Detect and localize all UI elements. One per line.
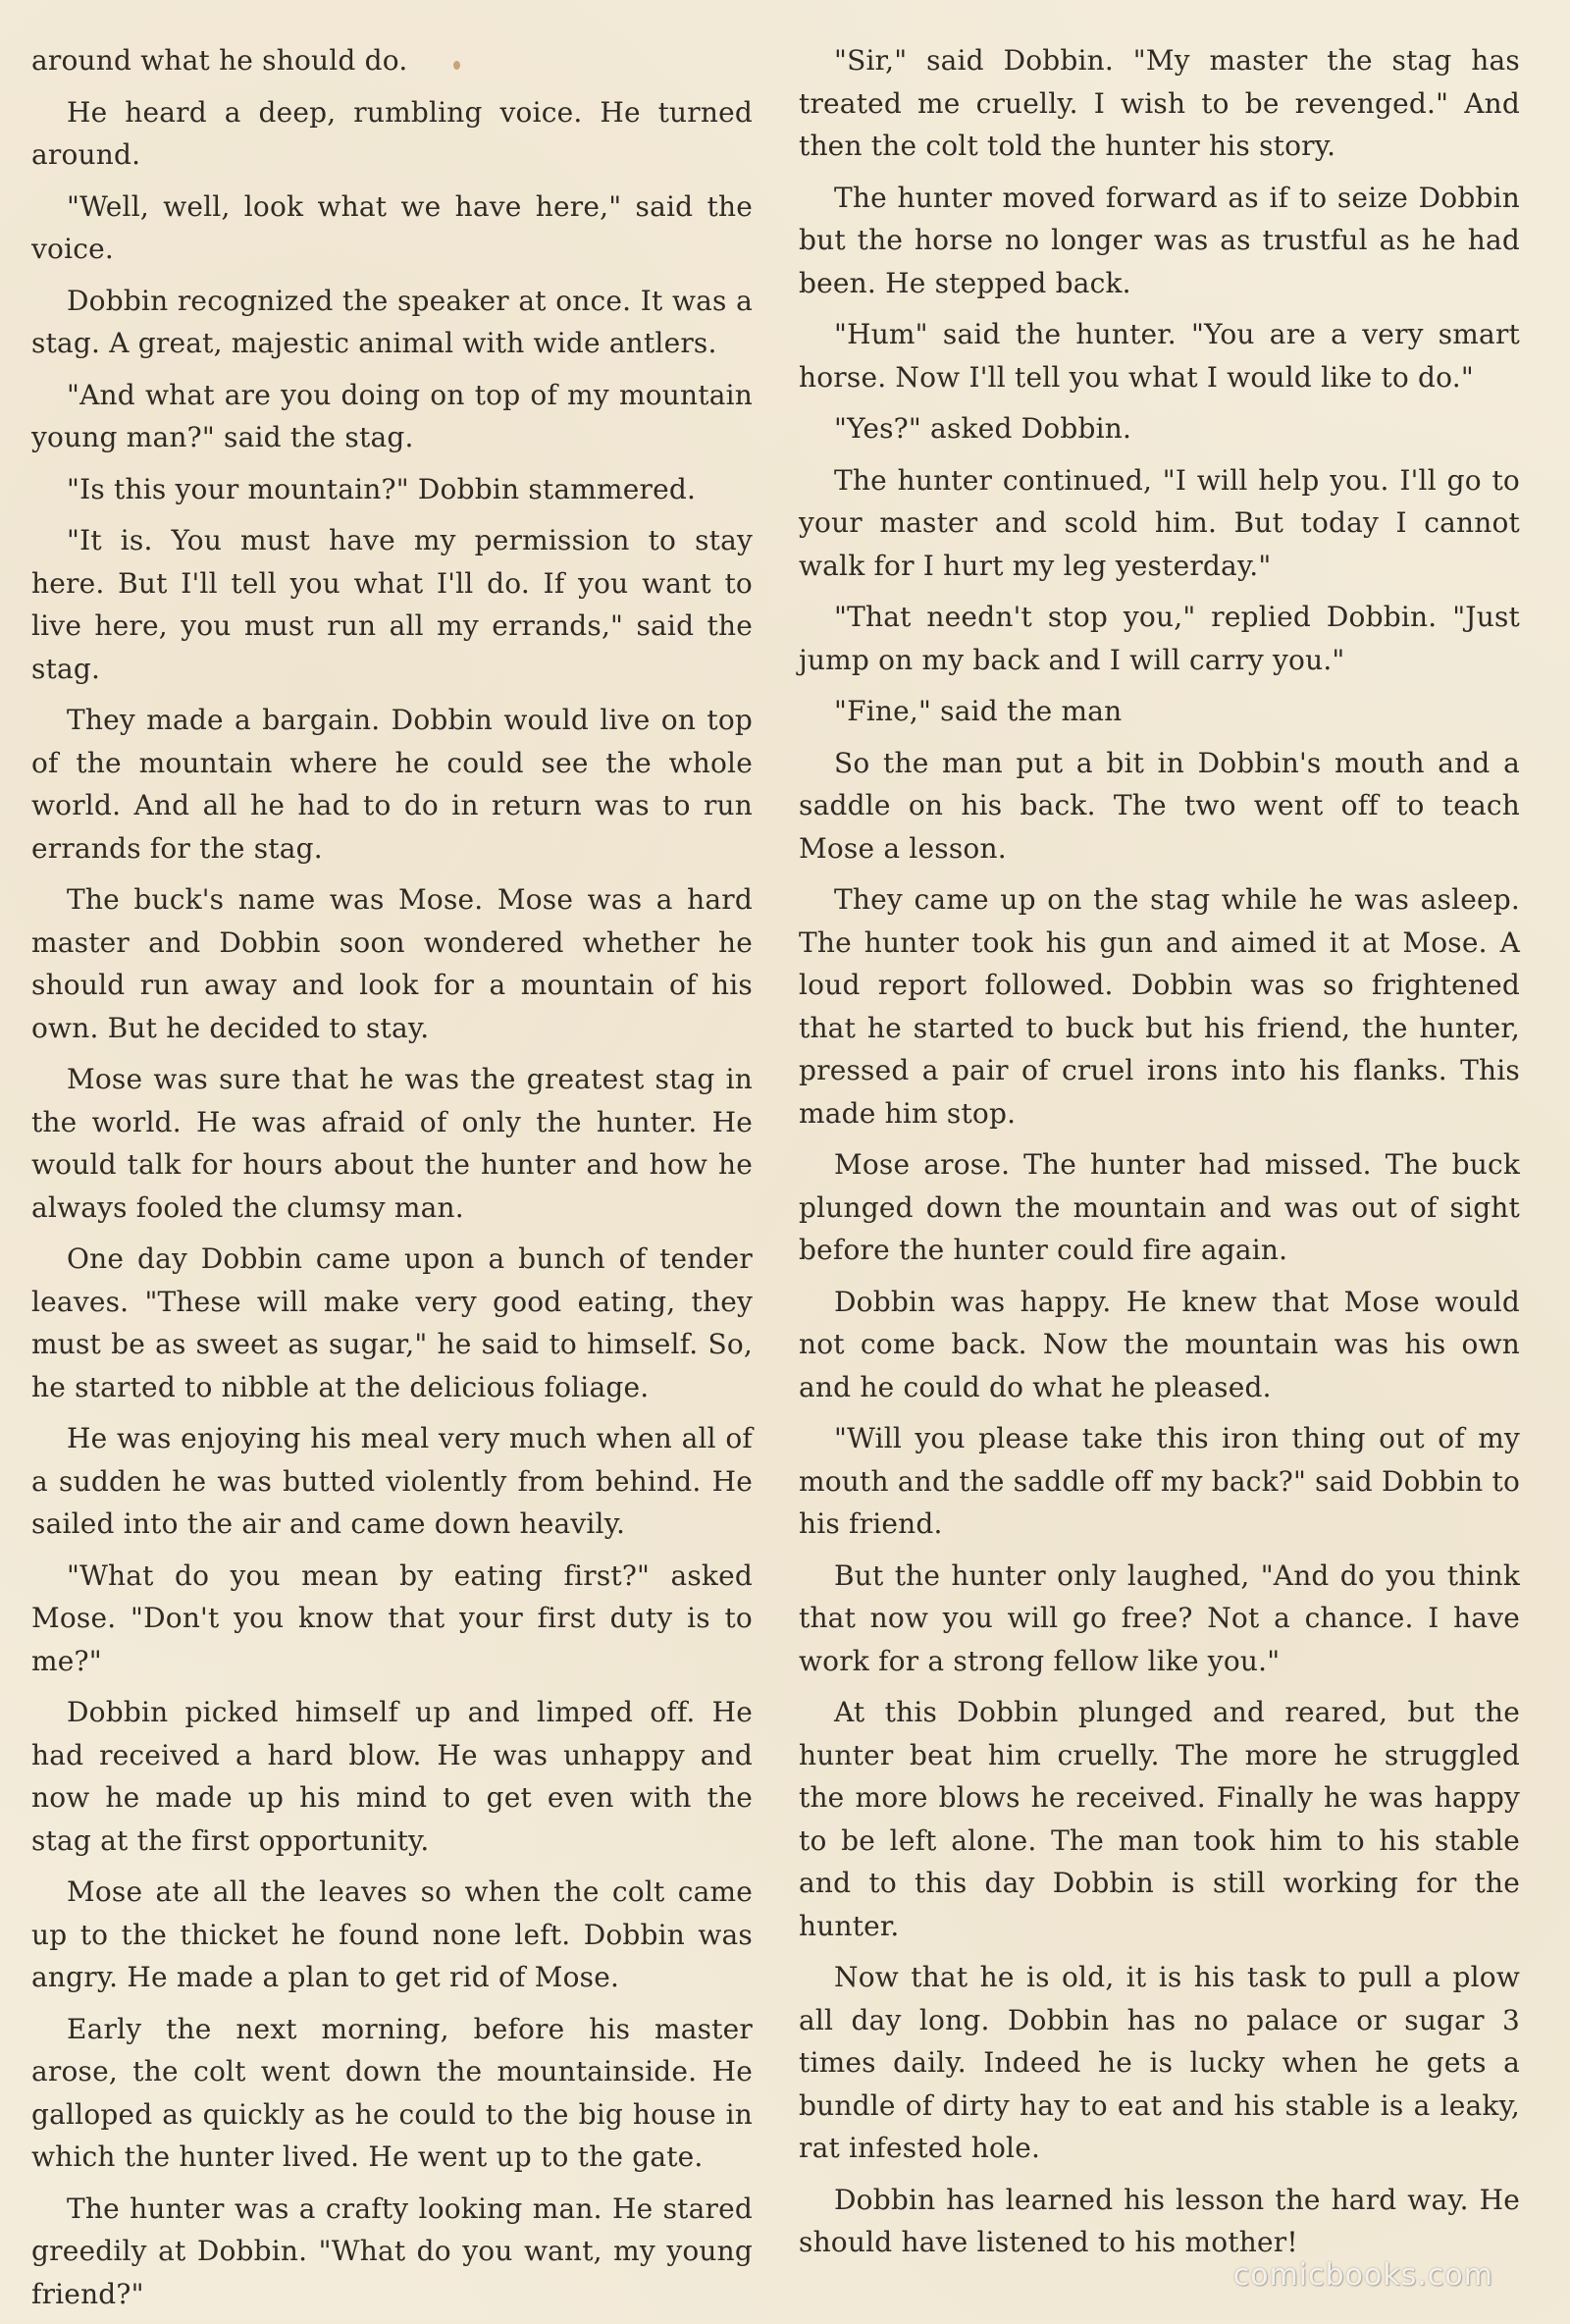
paragraph: Dobbin picked himself up and limped off. He had received a hard blow. He was unhappy and now he made up his mind to get even with the stag at the first opportunity. [31,1696,753,1857]
paragraph: "Fine," said the man [834,695,1123,727]
paragraph: The hunter was a crafty looking man. He stared greedily at Dobbin. "What do you want, my young friend?" [31,2192,753,2310]
paragraph: Early the next morning, before his master arose, the colt went down the mountainside. He galloped as quickly as he could to the big house in which the hunter lived. He went up to the gate. [31,2012,753,2173]
paragraph: "Well, well, look what we have here," said the voice. [31,189,753,265]
paragraph: Mose ate all the leaves so when the colt came up to the thicket he found none left. Dobbin was angry. He made a plan to get rid of Mose. [31,1875,753,1993]
paragraph: "What do you mean by eating first?" asked Mose. "Don't you know that your first duty is to me?" [31,1558,753,1677]
ink-speck [453,61,460,70]
paragraph: "Yes?" asked Dobbin. [834,412,1132,445]
paragraph: "Will you please take this iron thing out of my mouth and the saddle off my back?" said Dobbin to his friend. [799,1422,1520,1540]
paragraph: The hunter moved forward as if to seize Dobbin but the horse no longer was as trustful as he had been. He stepped back. [799,181,1520,299]
paragraph: The hunter continued, "I will help you. I'll go to your master and scold him. But today I cannot walk for I hurt my leg yesterday." [799,463,1520,582]
watermark: comicbooks.com [1232,2258,1493,2293]
paragraph: "Is this your mountain?" Dobbin stammered. [67,472,697,505]
paragraph: He was enjoying his meal very much when all of a sudden he was butted violently from behind. He sailed into the air and came down heavily. [31,1422,753,1540]
paragraph: around what he should do. [31,44,408,77]
paragraph: "Sir," said Dobbin. "My master the stag has treated me cruelly. I wish to be revenged." And then the colt told the hunter his story. [799,44,1520,162]
paragraph: The buck's name was Mose. Mose was a hard master and Dobbin soon wondered whether he should run away and look for a mountain of his own. But he decided to stay. [31,883,753,1044]
paragraph: "And what are you doing on top of my mountain young man?" said the stag. [31,378,753,453]
paragraph: One day Dobbin came upon a bunch of tender leaves. "These will make very good eating, they must be as sweet as sugar," he said to himself. So, he started to nibble at the delicious foliage. [31,1242,753,1403]
paragraph: Dobbin has learned his lesson the hard way. He should have listened to his mother! [799,2183,1520,2258]
paragraph: At this Dobbin plunged and reared, but the hunter beat him cruelly. The more he struggled the more blows he received. Finally he was happy to be left alone. The man took him to his stable and to this day Dobbin is still working for the hunter. [799,1696,1520,1942]
paragraph: But the hunter only laughed, "And do you think that now you will go free? Not a chance. I have work for a strong fellow like you." [799,1558,1520,1677]
paragraph: "It is. You must have my permission to stay here. But I'll tell you what I'll do. If you want to live here, you must run all my errands," said the stag. [31,524,753,685]
paragraph: "Hum" said the hunter. "You are a very smart horse. Now I'll tell you what I would like to do." [799,318,1520,394]
paragraph: Dobbin was happy. He knew that Mose would not come back. Now the mountain was his own and he could do what he pleased. [799,1285,1520,1403]
paragraph: Mose arose. The hunter had missed. The buck plunged down the mountain and was out of sight before the hunter could fire again. [799,1148,1520,1266]
paragraph: Mose was sure that he was the greatest stag in the world. He was afraid of only the hunter. He would talk for hours about the hunter and how he always fooled the clumsy man. [31,1063,753,1224]
paragraph: They came up on the stag while he was asleep. The hunter took his gun and aimed it at Mose. A loud report followed. Dobbin was so frightened that he started to buck but his friend, the hunter, pressed a pair of cruel irons into his flanks. This made him stop. [799,883,1520,1130]
left-text-column [31,39,753,2324]
paragraph: Dobbin recognized the speaker at once. It was a stag. A great, majestic animal with wide antlers. [31,284,753,359]
paragraph: They made a bargain. Dobbin would live on top of the mountain where he could see the whole world. And all he had to do in return was to run errands for the stag. [31,704,753,865]
paragraph: Now that he is old, it is his task to pull a plow all day long. Dobbin has no palace or sugar 3 times daily. Indeed he is lucky when he gets a bundle of dirty hay to eat and his stable is a leaky, rat infested hole. [799,1961,1520,2164]
paragraph: So the man put a bit in Dobbin's mouth and a saddle on his back. The two went off to teach Mose a lesson. [799,746,1520,865]
paragraph: "That needn't stop you," replied Dobbin. "Just jump on my back and I will carry you." [799,601,1520,676]
right-text-column [799,39,1520,2273]
paragraph: He heard a deep, rumbling voice. He turned around. [31,95,753,171]
